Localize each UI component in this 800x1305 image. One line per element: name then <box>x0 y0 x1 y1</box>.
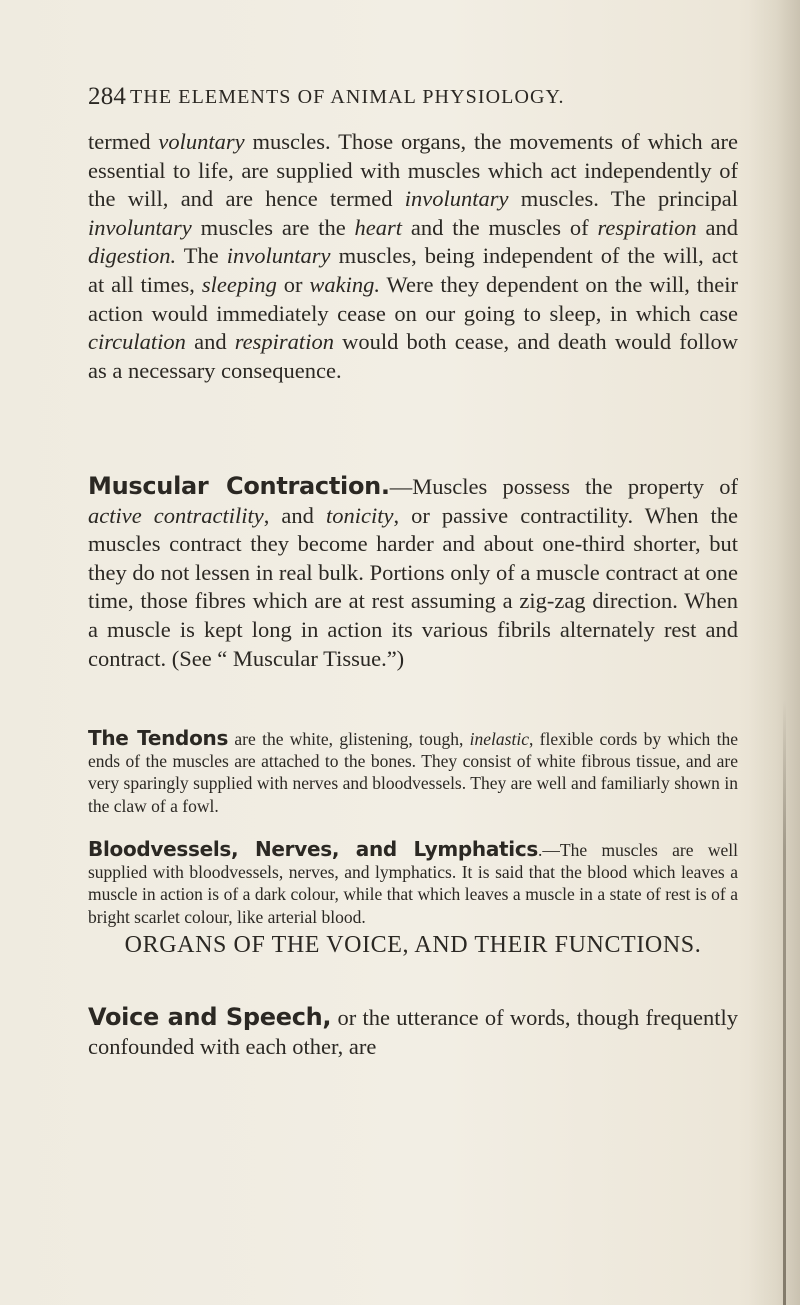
text-run: The <box>176 243 227 269</box>
text-run: termed <box>88 129 159 154</box>
paragraph-text <box>88 1003 738 1061</box>
text-run: , and <box>263 502 326 528</box>
italic-run: respiration <box>597 214 697 240</box>
italic-run: involuntary <box>226 243 331 269</box>
text-run: muscles are the <box>191 214 355 240</box>
italic-run: circulation <box>88 329 186 355</box>
text-run: muscles. The principal <box>508 186 739 212</box>
paragraph-text <box>88 727 738 817</box>
italic-run: voluntary <box>158 129 245 154</box>
italic-run: inelastic <box>469 729 529 749</box>
text-run: are the white, glistening, tough, <box>228 729 470 749</box>
paragraph-text <box>88 128 738 385</box>
paragraph-text <box>88 838 738 928</box>
paragraph-voluntary-involuntary <box>88 128 738 385</box>
text-run: and <box>185 329 235 355</box>
section-run-in-heading: The Tendons <box>88 726 229 750</box>
paragraph-muscular-contraction <box>88 472 738 673</box>
paragraph-voice-speech <box>88 1003 738 1061</box>
italic-run: active contractility <box>88 502 264 528</box>
chapter-section-heading: ORGANS OF THE VOICE, AND THEIR FUNCTIONS. <box>124 932 702 958</box>
text-run: muscles. Those organs, the movements of which are essential to life, are supplied with muscles which act independently of the will, and are hence termed <box>88 129 739 212</box>
running-title: THE ELEMENTS OF ANIMAL PHYSIOLOGY. <box>130 86 565 108</box>
text-run: and the muscles of <box>402 214 598 240</box>
italic-run: tonicity <box>325 502 394 528</box>
paragraph-tendons <box>88 727 738 817</box>
text-run: or the utterance of words, though frequently confounded with each other, are <box>88 1005 738 1059</box>
page-edge-line <box>783 700 786 1305</box>
text-run: Were they dependent on the will, their action would immediately cease on our going to sleep, in which case <box>88 271 738 326</box>
text-run: —Muscles possess the property of <box>389 474 738 499</box>
section-run-in-heading: Bloodvessels, Nerves, and Lymphatics <box>88 837 539 861</box>
italic-run: waking. <box>309 271 381 297</box>
italic-run: digestion. <box>88 243 177 269</box>
text-run: , or passive contractility. When the muscles contract they become harder and about one-third shorter, but they do not lessen in real bulk. Portions only of a muscle contract at one time, those fibres which are at rest assuming a zig-zag direction. When a muscle is kept long in action its various fibrils alternately rest and contract. (See “ Muscular Tissue.”) <box>88 502 738 671</box>
paragraph-bloodvessels <box>88 838 738 928</box>
italic-run: heart <box>354 214 403 240</box>
text-run: , flexible cords by which the ends of the muscles are attached to the bones. They consist of white fibrous tissue, and are very sparingly supplied with nerves and bloodvessels. They are well and familiarly shown in the claw of a fowl. <box>88 729 738 816</box>
text-run: would both cease, and death would follow as a necessary consequence. <box>88 329 738 383</box>
page-number: 284 <box>88 83 127 110</box>
paragraph-text <box>88 472 738 673</box>
text-run: muscles, being independent of the will, act at all times, <box>88 243 738 297</box>
text-run: and <box>696 214 738 240</box>
text-run: .—The muscles are well supplied with bloodvessels, nerves, and lymphatics. It is said that the blood which leaves a muscle in action is of a dark colour, while that which leaves a muscle in a state of rest is of a bright scarlet colour, like arterial blood. <box>88 840 739 927</box>
page-header <box>88 83 728 113</box>
italic-run: respiration <box>234 329 334 355</box>
italic-run: involuntary <box>88 214 192 240</box>
italic-run: involuntary <box>404 186 509 212</box>
text-run: or <box>276 271 310 297</box>
page-edge-shadow <box>748 0 800 1305</box>
italic-run: sleeping <box>201 271 277 297</box>
section-run-in-heading: Voice and Speech, <box>88 1003 332 1031</box>
section-run-in-heading: Muscular Contraction. <box>88 472 390 500</box>
